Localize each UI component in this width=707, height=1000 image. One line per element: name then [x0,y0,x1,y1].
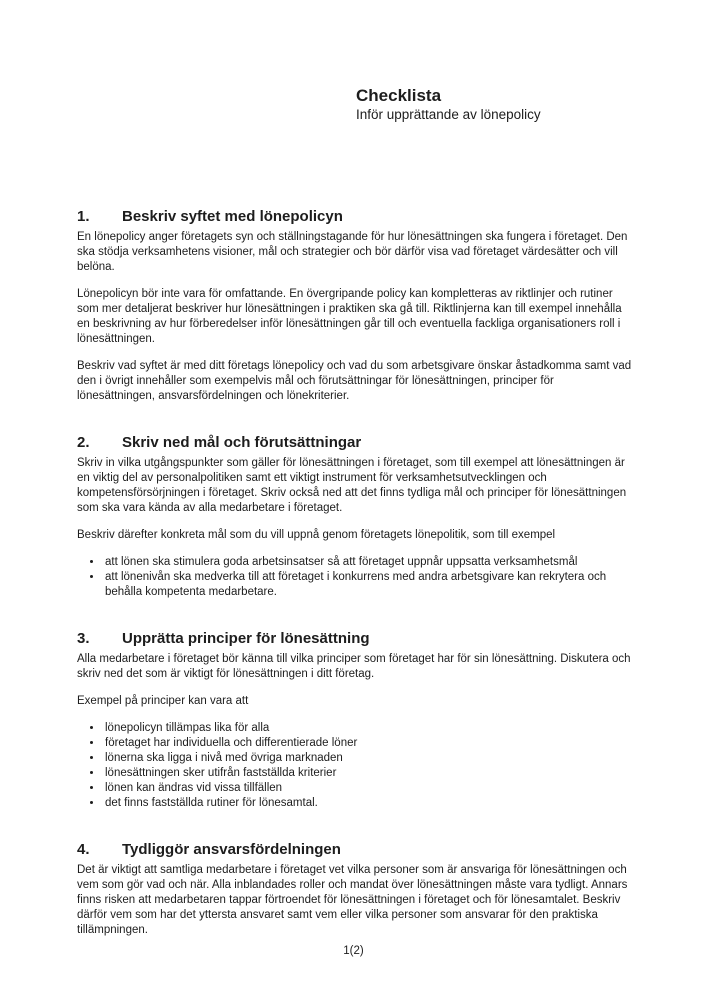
document-title: Checklista [356,86,442,105]
paragraph: Det är viktigt att samtliga medarbetare i företaget vet vilka personer som är ansvariga för lönesättningen och vem som gör vad och när. Alla inblandades roller och mandat över lönesättningen måste vara tydligt. Annars finns risken att medarbetaren tappar förtroendet för lönesättningen i företaget och för lönesamtalet. Beskriv därför vem som har det yttersta ansvaret samt vem eller vilka personer som ansvarar för den praktiska tillämpningen. [77,864,628,936]
section-heading-text: Skriv ned mål och förutsättningar [122,434,362,451]
section-heading [77,630,634,647]
bullet-item: • att lönenivån ska medverka till att företaget i konkurrens med andra arbetsgivare kan rekrytera och behålla kompetenta medarbetare. [103,570,634,600]
section-heading-text: Beskriv syftet med lönepolicyn [122,208,343,225]
section-heading [77,208,634,225]
paragraph: Skriv in vilka utgångspunkter som gäller för lönesättningen i företaget, som till exempel att lönesättningen är en viktig del av personalpolitiken samt ett viktigt instrument för verksamhetsutvecklingen och kompetensförsörjningen i företaget. Skriv också ned att det finns tydliga mål och principer för lönesättningen som ska vara kända av alla medarbetare i företaget. [77,457,627,514]
section-3 [77,612,634,823]
bullet-list [77,721,634,811]
bullet-item: • det finns fastställda rutiner för lönesamtal. [103,796,634,811]
section-number: 2. [77,434,90,451]
section-4 [77,823,634,950]
section-1 [77,208,634,416]
bullet-item: • lönesättningen sker utifrån fastställda kriterier [103,766,634,781]
bullet-item: • företaget har individuella och differentierade löner [103,736,634,751]
section-2 [77,416,634,612]
bullet-item: • lönen kan ändras vid vissa tillfällen [103,781,634,796]
paragraph: Lönepolicyn bör inte vara för omfattande. En övergripande policy kan kompletteras av riktlinjer och rutiner som mer detaljerat beskriver hur lönesättningen i praktiken ska gå till. Riktlinjerna kan till exempel innehålla en beskrivning av hur förberedelser inför lönesättningen går till och eventuella fackliga organisationers roll i lönesättningen. [77,288,622,345]
paragraph: Alla medarbetare i företaget bör känna till vilka principer som företaget har för sin lönesättning. Diskutera och skriv ned det som är viktigt för lönesättningen i ditt företag. [77,653,631,680]
section-number: 3. [77,630,90,647]
paragraph: Beskriv vad syftet är med ditt företags lönepolicy och vad du som arbetsgivare önskar åstadkomma samt vad den i övrigt innehåller som exempelvis mål och förutsättningar för lönesättningen, principer för lönesättningen, ansvarsfördelningen och lönekriterier. [77,360,632,402]
bullet-item: • att lönen ska stimulera goda arbetsinsatser så att företaget uppnår uppsatta verksamhetsmål [103,555,634,570]
section-heading-text: Upprätta principer för lönesättning [122,630,370,647]
section-number: 1. [77,208,90,225]
bullet-item: • lönepolicyn tillämpas lika för alla [103,721,634,736]
page-number: 1(2) [343,945,364,957]
bullet-item: • lönerna ska ligga i nivå med övriga marknaden [103,751,634,766]
paragraph: En lönepolicy anger företagets syn och ställningstagande för hur lönesättningen ska fungera i företaget. Den ska stödja verksamhetens visioner, mål och strategier och bör därför visa vad företaget värdesätter och vill belöna. [77,231,628,273]
section-heading-text: Tydliggör ansvarsfördelningen [122,841,341,858]
document-body [77,0,634,950]
bullet-list [77,555,634,600]
section-heading [77,841,634,858]
paragraph: Exempel på principer kan vara att [77,695,249,707]
section-number: 4. [77,841,90,858]
section-heading [77,434,634,451]
paragraph: Beskriv därefter konkreta mål som du vill uppnå genom företagets lönepolitik, som till exempel [77,529,556,541]
document-subtitle: Inför upprättande av lönepolicy [356,107,541,122]
